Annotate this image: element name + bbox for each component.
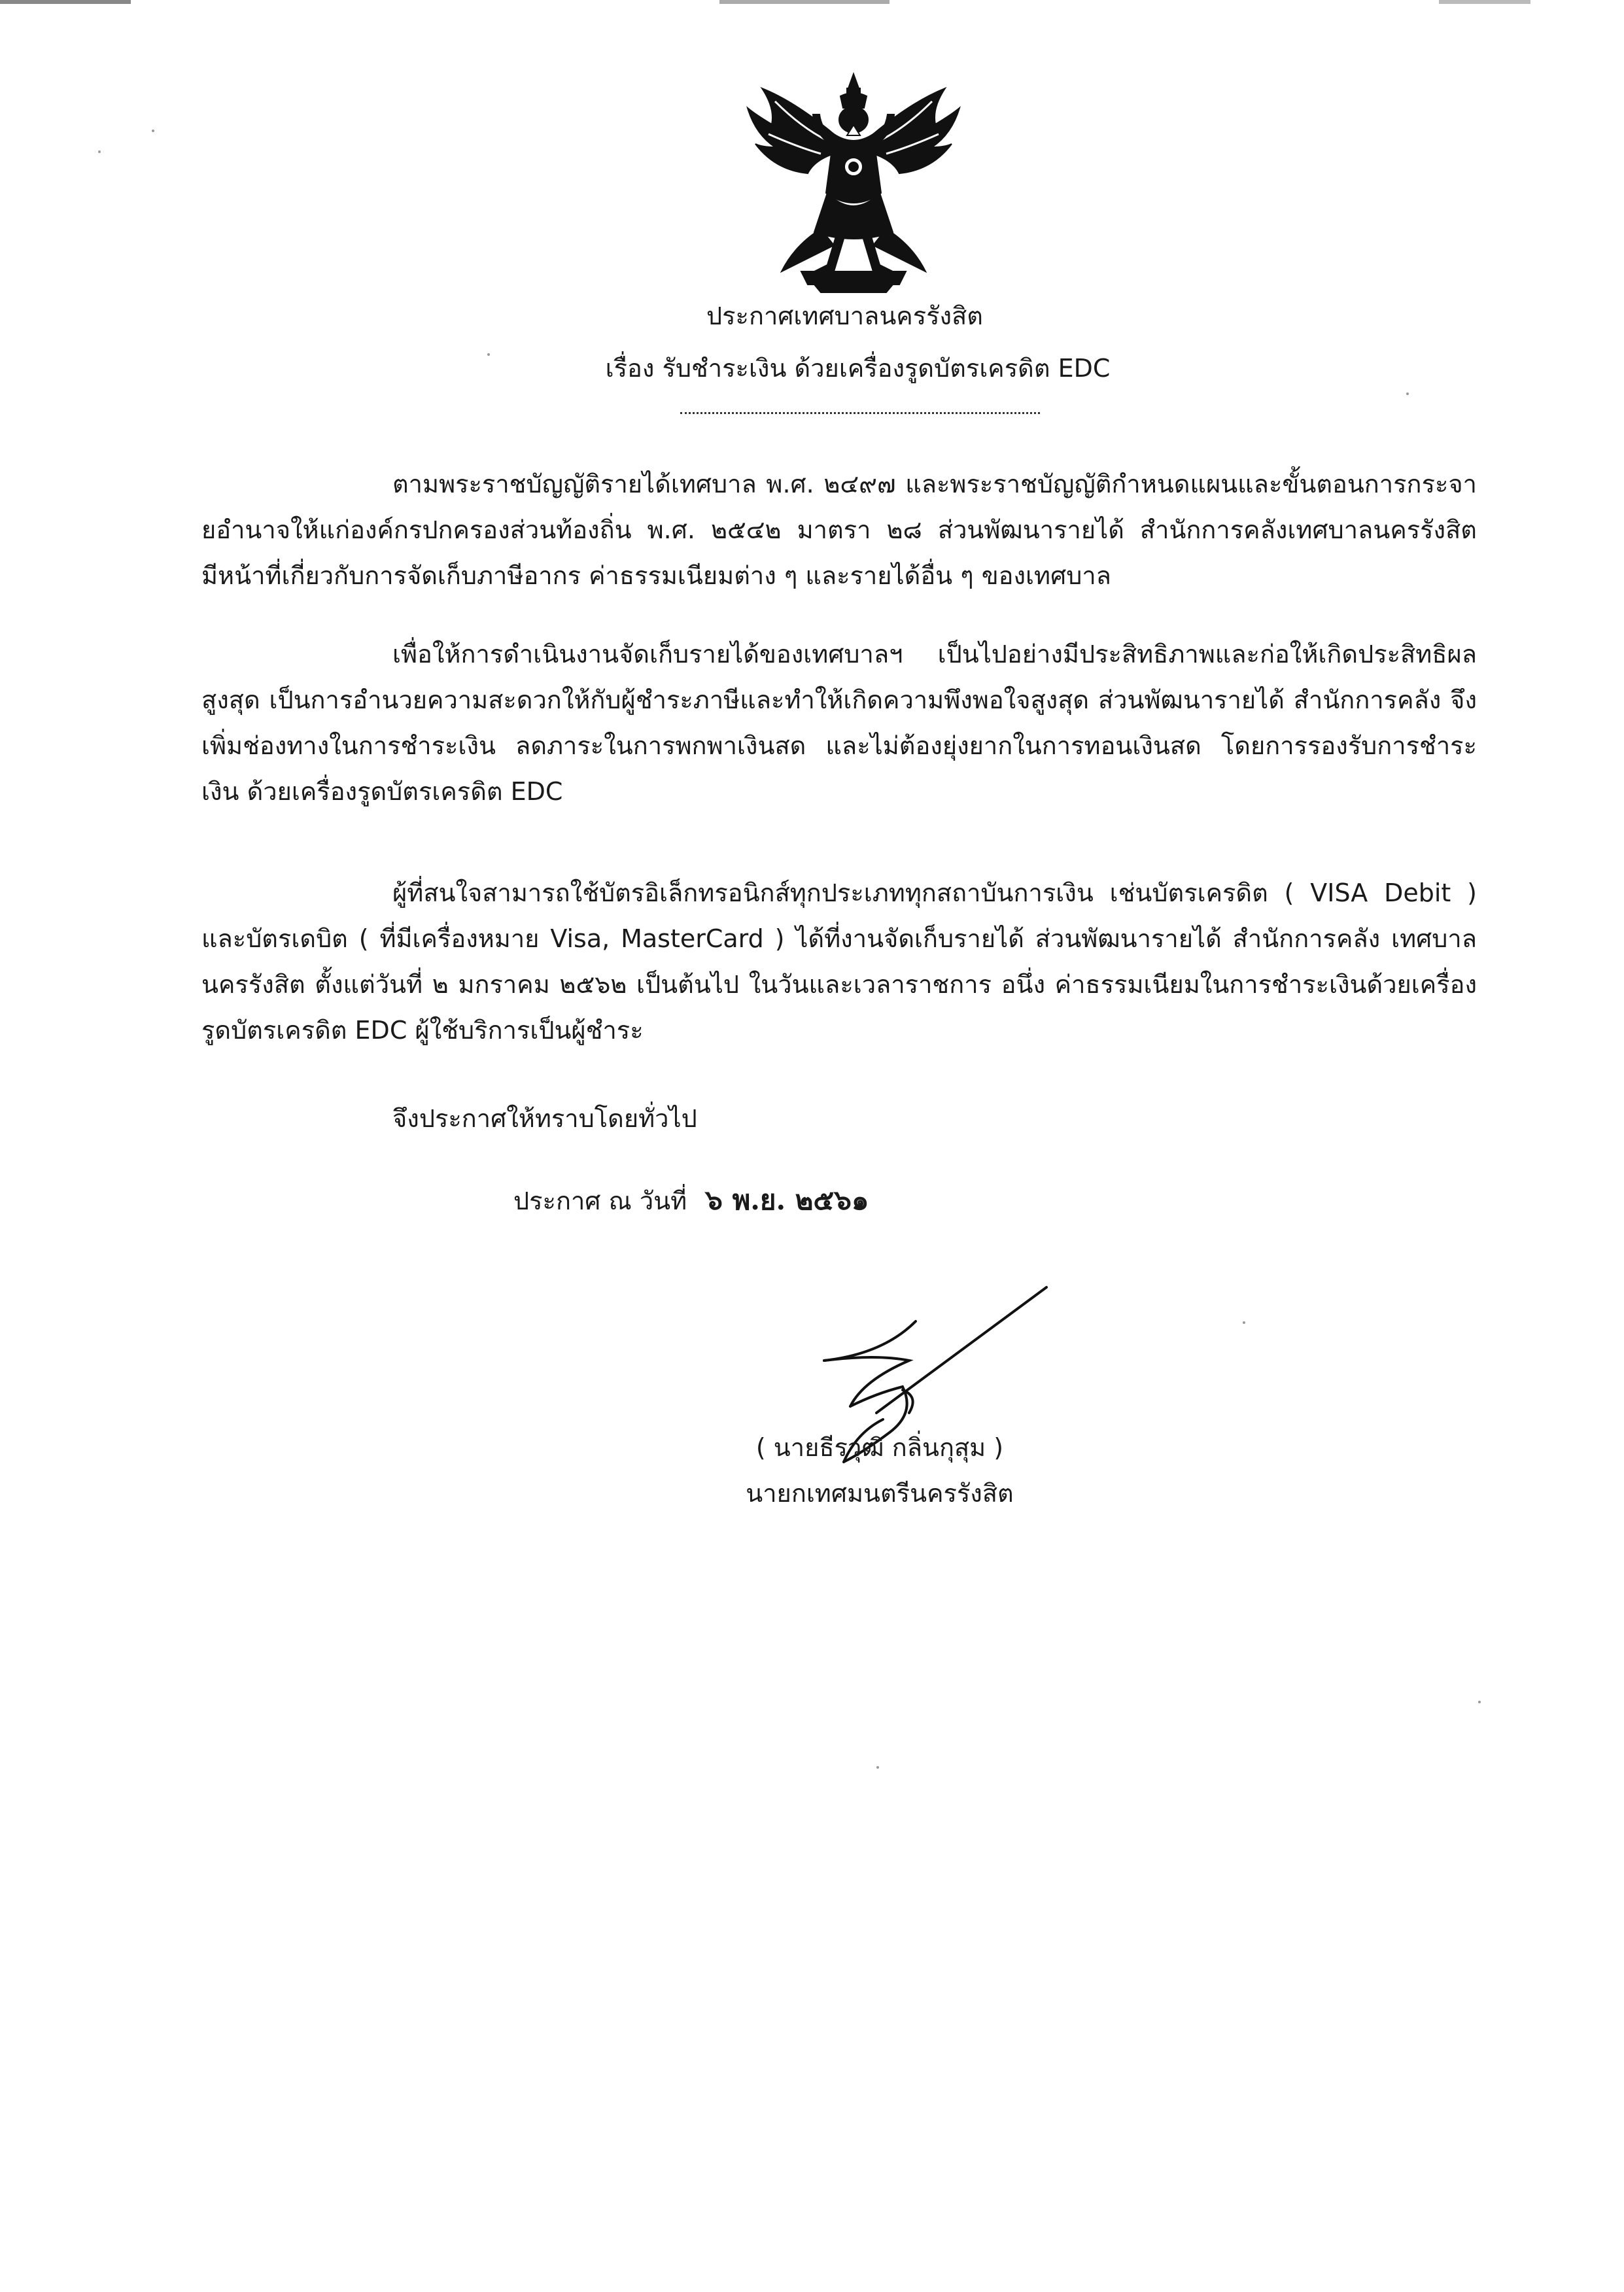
signer-title: นายกเทศมนตรีนครรังสิต (746, 1479, 1014, 1508)
closing-statement: จึงประกาศให้ทราบโดยทั่วไป (392, 1104, 697, 1133)
signer-name: ( นายธีรวุฒิ กลิ่นกุสุม ) (755, 1433, 1004, 1462)
body-paragraph: ตามพระราชบัญญัติรายได้เทศบาล พ.ศ. ๒๔๙๗ และพระราชบัญญัติกำหนดแผนและขั้นตอนการกระจายอำนาจให้แก่องค์กรปกครองส่วนท้องถิ่น พ.ศ. ๒๕๔๒ มาตรา ๒๘ ส่วนพัฒนารายได้ สำนักการคลังเทศบาลนครรังสิต มีหน้าที่เกี่ยวกับการจัดเก็บภาษีอากร ค่าธรรมเนียมต่าง ๆ และรายได้อื่น ๆ ของเทศบาล (201, 470, 1477, 590)
scan-edge-artifact (0, 0, 1624, 4)
scan-speck (152, 130, 154, 132)
announcement-date (513, 1181, 869, 1221)
date-label: ประกาศ ณ วันที่ (513, 1187, 687, 1215)
scan-speck (1243, 1321, 1245, 1324)
date-value: ๖ พ.ย. ๒๕๖๑ (705, 1184, 869, 1216)
body-paragraph: ผู้ที่สนใจสามารถใช้บัตรอิเล็กทรอนิกส์ทุกประเภททุกสถาบันการเงิน เช่นบัตรเครดิต ( VISA Debit ) และบัตรเดบิต ( ที่มีเครื่องหมาย Visa, MasterCard ) ได้ที่งานจัดเก็บรายได้ ส่วนพัฒนารายได้ สำนักการคลัง เทศบาลนครรังสิต ตั้งแต่วันที่ ๒ มกราคม ๒๕๖๒ เป็นต้นไป ในวันและเวลาราชการ อนึ่ง ค่าธรรมเนียมในการชำระเงินด้วยเครื่องรูดบัตรเครดิต EDC ผู้ใช้บริการเป็นผู้ชำระ (201, 878, 1477, 1045)
scan-speck (1478, 1701, 1481, 1703)
garuda-emblem-icon (736, 62, 971, 298)
document-title: ประกาศเทศบาลนครรังสิต (706, 302, 983, 330)
scan-speck (876, 1766, 879, 1769)
title-divider (680, 412, 1040, 414)
document-subject: เรื่อง รับชำระเงิน ด้วยเครื่องรูดบัตรเครดิต EDC (605, 354, 1111, 383)
body-paragraph: เพื่อให้การดำเนินงานจัดเก็บรายได้ของเทศบาลฯ เป็นไปอย่างมีประสิทธิภาพและก่อให้เกิดประสิทธิผลสูงสุด เป็นการอำนวยความสะดวกให้กับผู้ชำระภาษีและทำให้เกิดความพึงพอใจสูงสุด ส่วนพัฒนารายได้ สำนักการคลัง จึงเพิ่มช่องทางในการชำระเงิน ลดภาระในการพกพาเงินสด และไม่ต้องยุ่งยากในการทอนเงินสด โดยการรองรับการชำระเงิน ด้วยเครื่องรูดบัตรเครดิต EDC (201, 640, 1477, 806)
scan-speck (98, 150, 101, 153)
scan-speck (1406, 392, 1409, 395)
